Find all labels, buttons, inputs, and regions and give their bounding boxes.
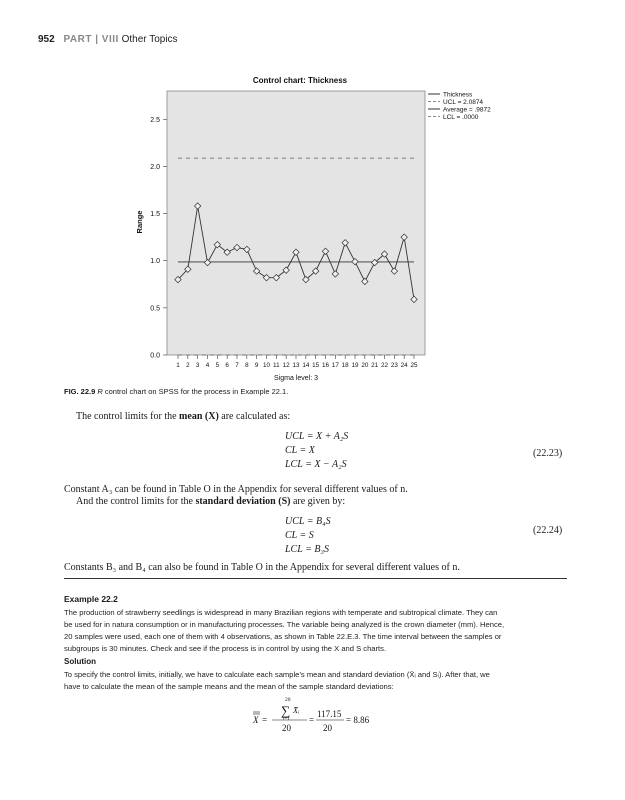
x-tick-label: 20: [361, 362, 369, 369]
x-tick-label: 14: [302, 362, 310, 369]
solution-body: [64, 669, 566, 693]
formula-denominator: 20: [282, 723, 291, 733]
x-tick-label: 3: [195, 362, 200, 369]
caption-chart-type: R: [97, 387, 103, 396]
legend-entry: Average = .9872: [443, 106, 491, 114]
svg-text:=: =: [262, 715, 268, 725]
example-title: Example 22.2: [64, 594, 118, 604]
svg-text:X: X: [253, 715, 259, 725]
eq23-lcl: LCL = X − A₂S: [285, 459, 347, 470]
x-tick-label: 6: [225, 362, 229, 369]
solution-title: Solution: [64, 657, 96, 666]
example-line-3: 20 samples were used, each one of them with 4 observations, as shown in Table 22.E.3. The time interval between the samples or: [64, 632, 502, 641]
y-tick-label: 2.0: [150, 163, 160, 171]
section-title: Other Topics: [121, 34, 178, 45]
x-tick-label: 24: [400, 362, 408, 369]
x-tick-label: 11: [273, 362, 280, 369]
equation-22-24: [285, 515, 331, 557]
mean-formula: [250, 692, 380, 742]
plot-area: [167, 91, 425, 355]
x-axis-label: Sigma level: 3: [274, 375, 318, 382]
mean-intro-prefix: The control limits for the: [76, 411, 177, 422]
legend: [428, 92, 491, 122]
x-tick-label: 7: [235, 362, 239, 369]
sd-intro-bold: standard deviation: [195, 496, 276, 507]
x-tick-label: 12: [282, 362, 290, 369]
x-tick-label: 17: [331, 362, 339, 369]
solution-line-1: To specify the control limits, initially, we have to calculate each sample’s mean and standard deviation (X̄ᵢ and Sᵢ). After that, we: [64, 670, 490, 679]
formula-numerator-var: X̄ᵢ: [293, 706, 300, 715]
example-line-1: The production of strawberry seedlings is widespread in many Brazilian regions with temperate and subtropical climate. They can: [64, 608, 498, 617]
caption-text: control chart on SPSS for the process in Example 22.1.: [104, 387, 289, 396]
example-line-2: be used for in natura consumption or in manufacturing processes. The variable being analyzed is the crown diameter (mm). Hence,: [64, 620, 505, 629]
sd-intro-symbol: (S): [278, 496, 291, 507]
x-tick-label: 10: [262, 362, 271, 369]
mean-intro: [76, 410, 290, 423]
page-number: 952: [38, 34, 55, 45]
formula-result: = 8.86: [346, 715, 370, 725]
formula-sum-top: 20: [285, 697, 291, 703]
example-body: [64, 607, 566, 655]
eq24-lcl: LCL = B₃S: [285, 544, 329, 555]
example-line-4: subgroups is 30 minutes. Check and see if the process is in control by using the X and S charts.: [64, 644, 387, 653]
caption-label: FIG. 22.9: [64, 387, 96, 396]
x-tick-label: 8: [245, 362, 249, 369]
sum-icon: ∑: [281, 703, 291, 718]
x-tick-label: 4: [205, 362, 210, 369]
y-tick-label: 2.5: [150, 116, 160, 124]
x-axis: [176, 355, 418, 369]
x-tick-label: 21: [371, 362, 379, 369]
y-tick-label: 1.0: [150, 258, 160, 266]
control-chart: [0, 0, 625, 390]
chart-title: Control chart: Thickness: [252, 76, 348, 85]
solution-line-2: have to calculate the mean of the sample means and the mean of the sample standard deviations:: [64, 682, 394, 691]
sd-intro-prefix: And the control limits for the: [76, 496, 193, 507]
x-tick-label: 13: [292, 362, 300, 369]
formula-value-den: 20: [323, 723, 332, 733]
x-tick-label: 25: [410, 362, 418, 369]
eq24-ucl: UCL = B₄S: [285, 516, 331, 527]
eq23-number: (22.23): [533, 448, 563, 459]
x-tick-label: 2: [186, 362, 190, 369]
example-top-rule: [64, 578, 567, 579]
eq23-ucl: UCL = X + A₂S: [285, 431, 349, 442]
part-label: PART | VIII: [63, 34, 119, 45]
x-tick-label: 5: [215, 362, 220, 369]
formula-sum-bottom: i=1: [283, 717, 290, 722]
x-tick-label: 22: [380, 362, 389, 369]
mean-intro-suffix: are calculated as:: [221, 411, 291, 422]
legend-entry: UCL = 2.0874: [443, 99, 484, 106]
y-tick-label: 0.5: [150, 305, 160, 313]
y-axis-label: Range: [135, 210, 144, 234]
constant-text-2: Constants B₃ and B₄ can also be found in Table O in the Appendix for several different values of n.: [64, 562, 460, 573]
legend-entry: Thickness: [443, 91, 473, 99]
mean-intro-symbol: (X): [204, 411, 219, 422]
legend-entry: LCL = .0000: [443, 114, 479, 121]
sd-intro-suffix: are given by:: [292, 496, 346, 507]
x-tick-label: 18: [341, 362, 349, 369]
x-tick-label: 16: [321, 362, 330, 369]
formula-value-num: 117.15: [317, 709, 342, 719]
y-tick-label: 0.0: [150, 352, 160, 360]
y-axis: [150, 117, 167, 360]
eq24-number: (22.24): [533, 525, 563, 536]
svg-text:=: =: [309, 715, 315, 725]
x-tick-label: 15: [312, 362, 320, 369]
x-tick-label: 23: [390, 362, 398, 369]
eq24-cl: CL = S: [285, 530, 314, 541]
equation-22-23: [285, 430, 348, 472]
mean-intro-bold: mean: [179, 411, 203, 422]
sd-intro: [76, 495, 345, 508]
x-tick-label: 19: [351, 362, 359, 369]
y-tick-label: 1.5: [150, 211, 160, 219]
x-tick-label: 1: [176, 362, 180, 369]
x-tick-label: 9: [254, 362, 259, 369]
eq23-cl: CL = X: [285, 445, 315, 456]
figure-caption: [64, 387, 288, 396]
constant-text-1: Constant A₃ can be found in Table O in the Appendix for several different values of n.: [64, 484, 408, 495]
